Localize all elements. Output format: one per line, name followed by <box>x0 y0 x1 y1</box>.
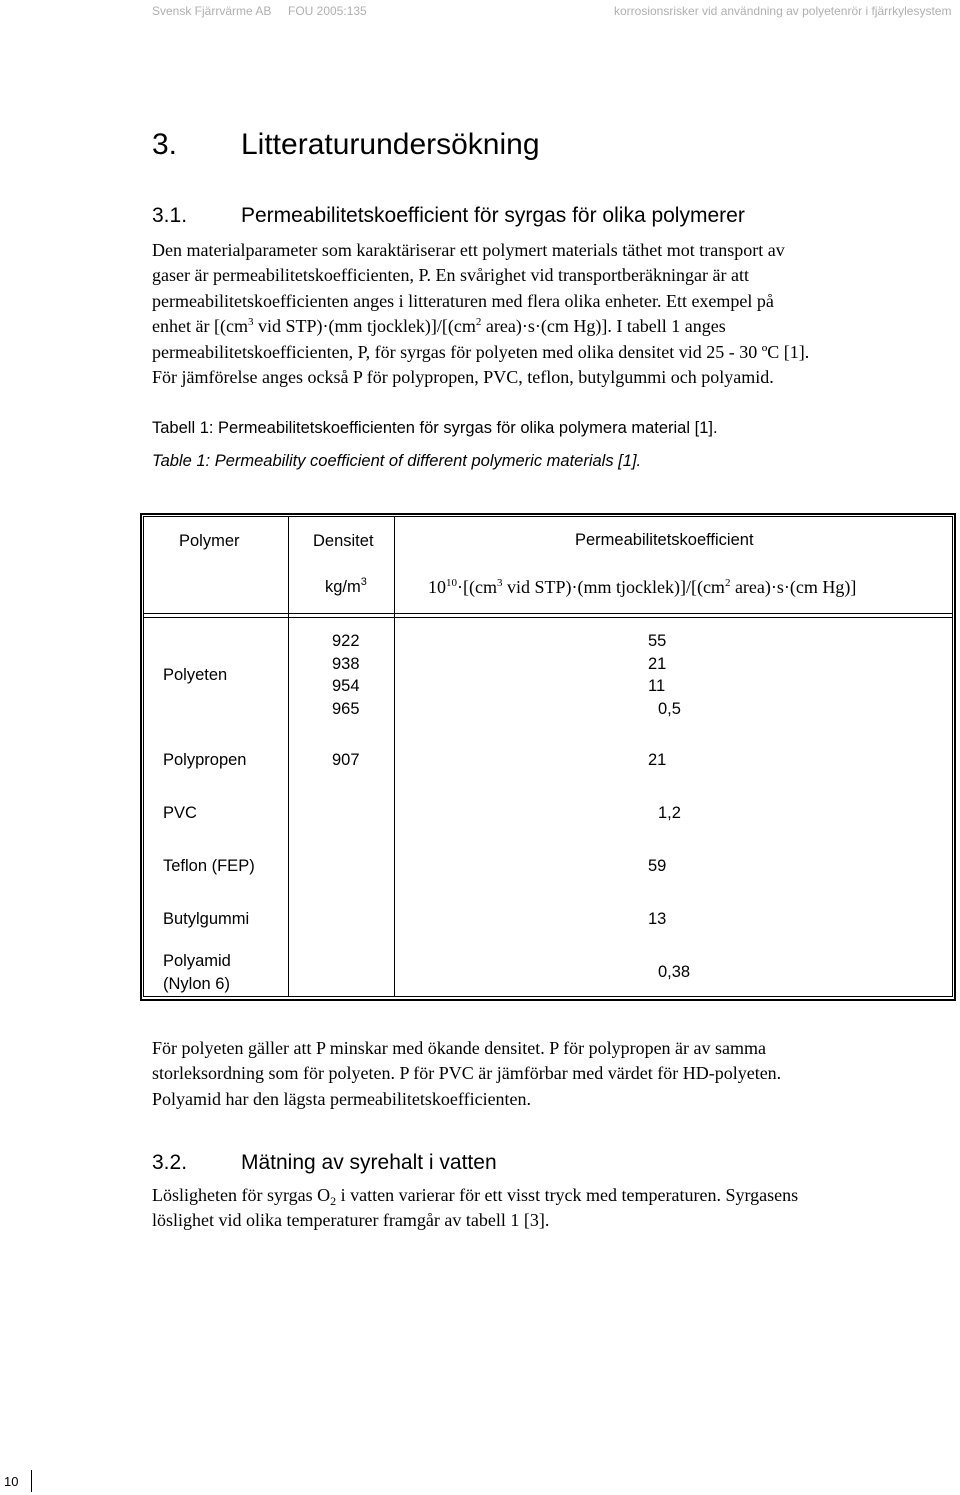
row-polyeten-name: Polyeten <box>163 666 228 684</box>
section-3-2-number: 3.2. <box>152 1151 188 1174</box>
density-value: 954 <box>332 677 360 695</box>
header-company: Svensk Fjärrvärme AB <box>152 4 272 18</box>
text-line: Polyamid har den lägsta permeabilitetskoefficienten. <box>152 1088 532 1109</box>
superscript: 3 <box>360 576 367 588</box>
row-polyeten-permeability <box>648 632 681 722</box>
density-value: 965 <box>332 699 360 718</box>
table-border <box>143 516 953 517</box>
header-report-title: korrosionsrisker vid användning av polyetenrör i fjärrkylesystem <box>614 4 952 18</box>
unit-text: area)·s·(cm Hg)] <box>730 577 857 597</box>
page-number: 10 <box>4 1474 19 1489</box>
polymer-name-line: Polyamid <box>163 952 231 970</box>
text-line: För jämförelse anges också P för polypropen, PVC, teflon, butylgummi och polyamid. <box>152 366 774 387</box>
superscript: 2 <box>724 577 731 589</box>
row-polyeten-density <box>332 632 360 722</box>
text-line: gaser är permeabilitetskoefficienten, P. En svårighet vid transportberäkningar är att <box>152 265 749 286</box>
superscript: 2 <box>475 316 482 329</box>
table-border <box>954 513 956 1001</box>
header-density-unit <box>325 578 367 597</box>
text-line: löslighet vid olika temperaturer framgår av tabell 1 [3]. <box>152 1210 550 1231</box>
text-line: storleksordning som för polyeten. P för PVC är jämförbar med värdet för HD-polyeten. <box>152 1063 782 1084</box>
text-fragment: vid STP)·(mm tjocklek)]/[(cm <box>253 316 476 337</box>
row-teflon-permeability: 59 <box>648 857 667 875</box>
table-rule <box>143 613 953 614</box>
row-butylgummi-name: Butylgummi <box>163 910 250 928</box>
text-fragment: area)·s·(cm Hg)]. I tabell 1 anges <box>481 316 726 337</box>
text-line: permeabilitetskoefficienten, P, för syrgas för polyeten med olika densitet vid 25 - 30 ºC [1]. <box>152 341 810 362</box>
table-caption-english: Table 1: Permeability coefficient of different polymeric materials [1]. <box>152 452 642 470</box>
row-butylgummi-permeability: 13 <box>648 910 667 928</box>
row-polyamid-name <box>163 952 231 997</box>
table-border <box>140 513 142 1001</box>
table-column-rule <box>288 516 289 997</box>
row-polypropen-name: Polypropen <box>163 751 247 769</box>
section-3-2-title: Mätning av syrehalt i vatten <box>241 1151 497 1174</box>
row-polypropen-permeability: 21 <box>648 751 667 769</box>
permeability-value: 11 <box>648 677 666 695</box>
row-polyamid-permeability: 0,38 <box>658 963 691 981</box>
text-fragment: enhet är [(cm <box>152 316 248 337</box>
header-permeability-unit <box>428 577 856 598</box>
text-line-unit <box>152 314 912 339</box>
row-polypropen-density: 907 <box>332 751 360 769</box>
table-caption-swedish: Tabell 1: Permeabilitetskoefficienten för syrgas för olika polymera material [1]. <box>152 419 718 437</box>
table-border <box>140 999 956 1001</box>
row-pvc-name: PVC <box>163 804 197 822</box>
section-3-number: 3. <box>152 128 178 161</box>
section-3-title: Litteraturundersökning <box>241 128 540 161</box>
paragraph-permeability-intro <box>152 238 912 390</box>
table-rule <box>143 617 953 618</box>
density-value: 938 <box>332 654 360 673</box>
unit-text: kg/m <box>325 578 361 596</box>
subscript: 2 <box>330 1194 337 1208</box>
text-line: Den materialparameter som karaktäriserar ett polymert materials täthet mot transport av <box>152 240 785 260</box>
superscript: 10 <box>446 577 457 589</box>
header-density: Densitet <box>313 532 374 550</box>
superscript: 3 <box>496 577 503 589</box>
header-permeability: Permeabilitetskoefficient <box>575 531 754 549</box>
text-line: permeabilitetskoefficienten anges i litteraturen med flera olika enheter. Ett exempel på <box>152 290 774 311</box>
section-3-1-title: Permeabilitetskoefficient för syrgas för olika polymerer <box>241 204 745 227</box>
table-border <box>143 516 144 997</box>
row-teflon-name: Teflon (FEP) <box>163 857 255 875</box>
permeability-value: 21 <box>648 654 667 673</box>
density-value: 922 <box>332 632 360 650</box>
table-border <box>140 513 956 515</box>
section-3-1-number: 3.1. <box>152 204 188 227</box>
header-report-number: FOU 2005:135 <box>288 4 367 18</box>
text-fragment: Lösligheten för syrgas O <box>152 1185 331 1205</box>
superscript: 3 <box>247 316 254 329</box>
page-number-divider <box>31 1470 32 1492</box>
table-border <box>952 516 953 997</box>
unit-text: 10 <box>428 577 446 597</box>
table-border <box>143 996 953 997</box>
permeability-table <box>140 513 956 1001</box>
permeability-value: 0,5 <box>658 699 681 718</box>
paragraph-oxygen-solubility <box>152 1183 912 1234</box>
unit-text: ·[(cm <box>457 577 497 597</box>
row-pvc-permeability: 1,2 <box>658 804 681 822</box>
text-line: För polyeten gäller att P minskar med ökande densitet. P för polypropen är av samma <box>152 1038 767 1058</box>
table-column-rule <box>394 516 395 997</box>
text-line <box>152 1183 912 1208</box>
header-polymer: Polymer <box>179 532 240 550</box>
polymer-name-line: (Nylon 6) <box>163 974 230 993</box>
text-fragment: i vatten varierar för ett visst tryck med temperaturen. Syrgasens <box>336 1185 799 1205</box>
unit-text: vid STP)·(mm tjocklek)]/[(cm <box>502 577 725 597</box>
paragraph-table-discussion <box>152 1036 912 1112</box>
permeability-value: 55 <box>648 632 667 650</box>
